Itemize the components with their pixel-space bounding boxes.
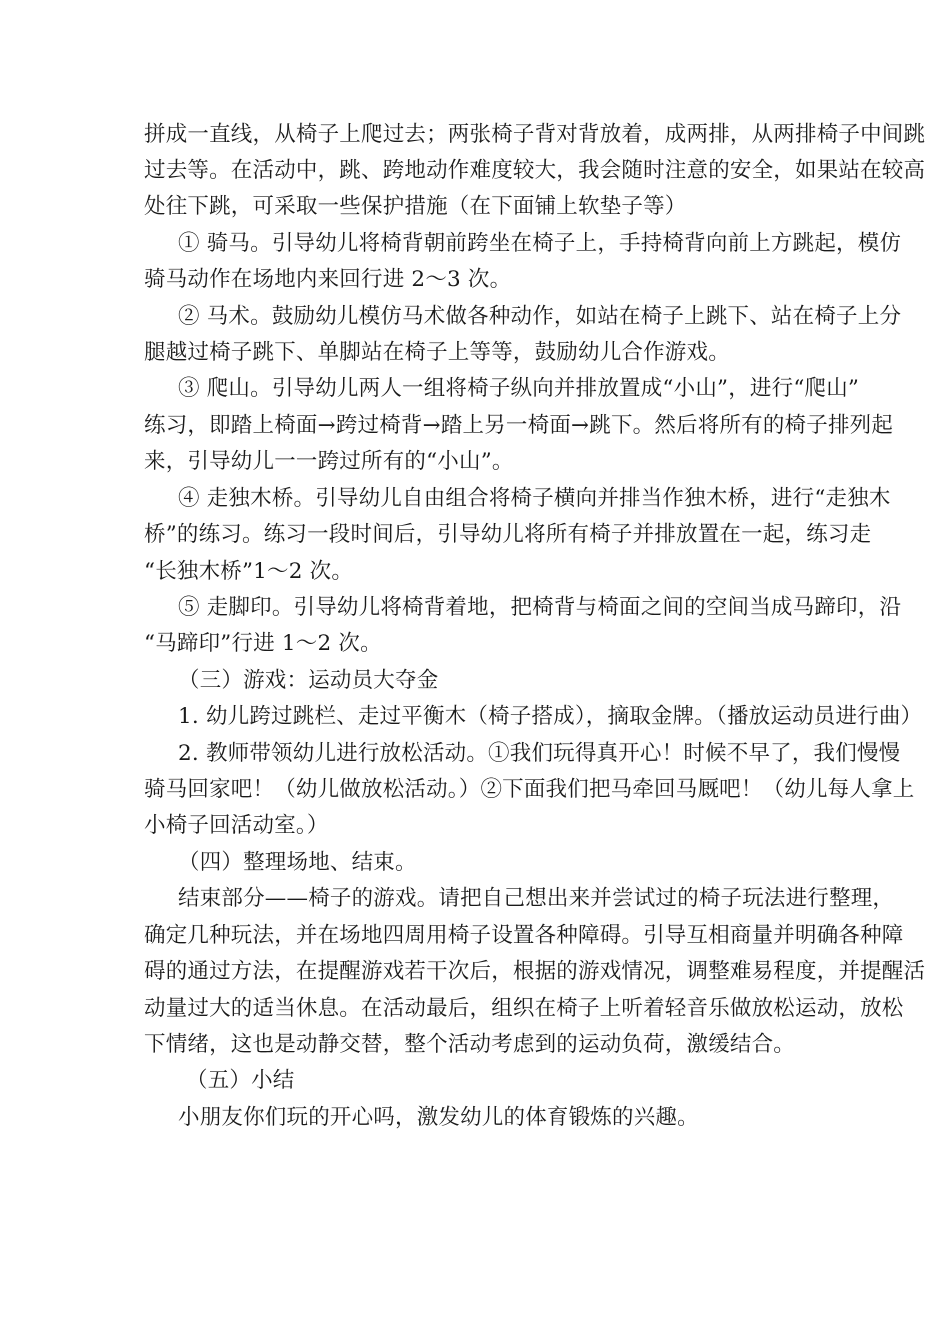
text-line: ③ 爬山。引导幼儿两人一组将椅子纵向并排放置成“小山”，进行“爬山”: [178, 376, 860, 401]
text-line: 骑马动作在场地内来回行进 2～3 次。: [144, 267, 512, 292]
section-heading: （五）小结: [186, 1068, 295, 1093]
text-line: 练习，即踏上椅面→跨过椅背→踏上另一椅面→跳下。然后将所有的椅子排列起: [144, 413, 894, 438]
text-line: 下情绪，这也是动静交替，整个活动考虑到的运动负荷，激缓结合。: [144, 1032, 796, 1057]
text-line: ⑤ 走脚印。引导幼儿将椅背着地，把椅背与椅面之间的空间当成马蹄印，沿: [178, 595, 902, 620]
text-line: 小朋友你们玩的开心吗，激发幼儿的体育锻炼的兴趣。: [178, 1105, 699, 1130]
text-line: “长独木桥”1～2 次。: [144, 559, 354, 584]
section-heading: （四）整理场地、结束。: [178, 850, 417, 875]
section-heading: （三）游戏：运动员大夺金: [178, 668, 439, 693]
text-line: 结束部分——椅子的游戏。请把自己想出来并尝试过的椅子玩法进行整理，: [178, 886, 895, 911]
text-line: 拼成一直线，从椅子上爬过去；两张椅子背对背放着，成两排，从两排椅子中间跳: [144, 122, 926, 147]
text-line: ① 骑马。引导幼儿将椅背朝前跨坐在椅子上，手持椅背向前上方跳起，模仿: [178, 231, 902, 256]
text-line: “马蹄印”行进 1～2 次。: [144, 631, 382, 656]
text-line: 1. 幼儿跨过跳栏、走过平衡木（椅子搭成），摘取金牌。（播放运动员进行曲）: [178, 704, 923, 729]
text-line: 腿越过椅子跳下、单脚站在椅子上等等，鼓励幼儿合作游戏。: [144, 340, 730, 365]
text-line: 桥”的练习。练习一段时间后，引导幼儿将所有椅子并排放置在一起，练习走: [144, 522, 872, 547]
text-line: 过去等。在活动中，跳、跨地动作难度较大，我会随时注意的安全，如果站在较高: [144, 158, 926, 183]
text-line: 来，引导幼儿一一跨过所有的“小山”。: [144, 449, 514, 474]
text-line: ② 马术。鼓励幼儿模仿马术做各种动作，如站在椅子上跳下、站在椅子上分: [178, 304, 902, 329]
text-line: 动量过大的适当休息。在活动最后，组织在椅子上听着轻音乐做放松运动，放松: [144, 996, 904, 1021]
text-line: ④ 走独木桥。引导幼儿自由组合将椅子横向并排当作独木桥，进行“走独木: [178, 486, 891, 511]
text-line: 处往下跳，可采取一些保护措施（在下面铺上软垫子等）: [144, 194, 687, 219]
text-line: 骑马回家吧！（幼儿做放松活动。）②下面我们把马牵回马厩吧！（幼儿每人拿上: [144, 777, 915, 802]
text-line: 2. 教师带领幼儿进行放松活动。①我们玩得真开心！时候不早了，我们慢慢: [178, 741, 901, 766]
text-line: 小椅子回活动室。）: [144, 813, 329, 838]
text-line: 确定几种玩法，并在场地四周用椅子设置各种障碍。引导互相商量并明确各种障: [144, 923, 904, 948]
text-line: 碍的通过方法，在提醒游戏若干次后，根据的游戏情况，调整难易程度，并提醒活: [144, 959, 926, 984]
